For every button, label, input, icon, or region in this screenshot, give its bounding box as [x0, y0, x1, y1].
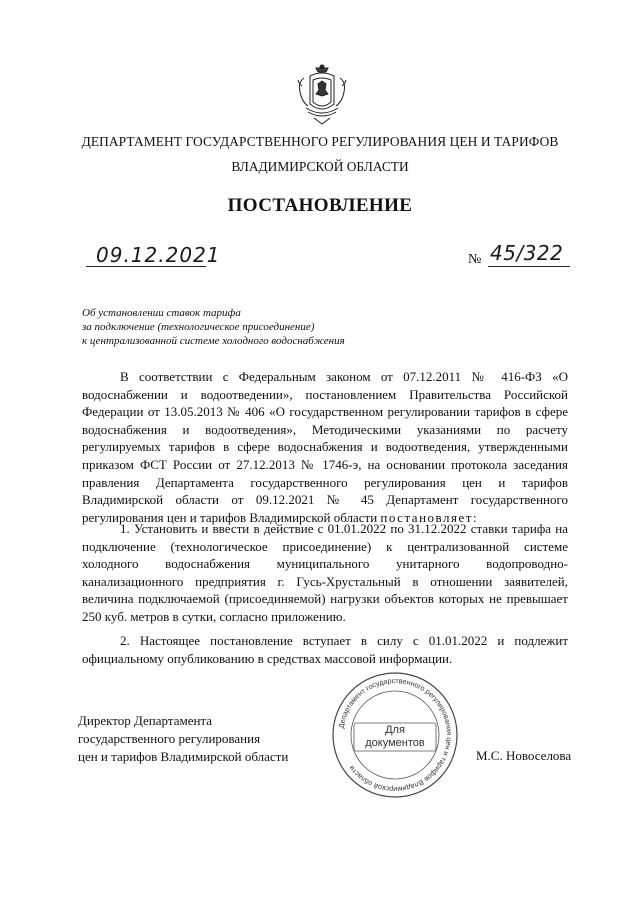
organization-name-line1: ДЕПАРТАМЕНТ ГОСУДАРСТВЕННОГО РЕГУЛИРОВАНИЯ ЦЕН И ТАРИФОВ	[81, 134, 559, 149]
subject-line-1: Об установлении ставок тарифа	[82, 307, 241, 319]
stamp-ring-text: Департамент государственного регулирования цен и тарифов Владимирской области	[336, 675, 455, 795]
stamp-center-line2: документов	[365, 737, 425, 749]
stamp-center-text	[352, 724, 438, 750]
clause-1-text: 1. Установить и ввести в действие с 01.01.2022 по 31.12.2022 ставки тарифа на подключение (технологическое присоединение) к централизованной системе холодного водоснабжения муниципального унитарного водопроводно-канализационного предприятия г. Гусь-Хрустальный в отношении заявителей, величина подключаемой (присоединяемой) нагрузки объектов которых не превышает 250 куб. метров в сутки, согласно приложению.	[82, 521, 568, 624]
document-number: 45/322	[490, 241, 564, 265]
subject-line-3: к централизованной системе холодного водоснабжения	[82, 335, 345, 347]
document-title: ПОСТАНОВЛЕНИЕ	[227, 195, 413, 216]
signatory-position-line3: цен и тарифов Владимирской области	[78, 749, 289, 764]
clause-1-paragraph	[82, 520, 568, 626]
preamble-paragraph	[82, 368, 568, 526]
preamble-text: В соответствии с Федеральным законом от 07.12.2011 № 416-ФЗ «О водоснабжении и водоотведении», постановлением Правительства Российской Федерации от 13.05.2013 № 406 «О государственном регулировании тарифов в сфере водоснабжения и водоотведения», Методическими указаниями по расчету регулируемых тарифов в сфере водоснабжения и водоотведения, утвержденными приказом ФСТ России от 27.12.2013 № 1746-э, на основании протокола заседания правления Департамента государственного регулирования цен и тарифов Владимирской области от 09.12.2021 № 45 Департамент государственного регулирования цен и тарифов Владимирской области	[82, 369, 568, 525]
clause-2-paragraph	[82, 632, 568, 667]
document-date: 09.12.2021	[96, 243, 221, 267]
number-underline	[488, 266, 570, 267]
signatory-position-line1: Директор Департамента	[78, 713, 213, 728]
signatory-position-line2: государственного регулирования	[78, 731, 261, 746]
coat-of-arms-icon	[296, 64, 348, 130]
stamp-center-line1: Для	[385, 724, 405, 736]
subject-line-2: за подключение (технологическое присоединение)	[82, 321, 315, 333]
resolution-keyword: постановляет:	[380, 509, 479, 525]
signatory-name: М.С. Новоселова	[476, 748, 572, 763]
date-underline	[86, 266, 206, 267]
organization-name-line2: ВЛАДИМИРСКОЙ ОБЛАСТИ	[231, 159, 409, 174]
number-sign: №	[468, 252, 482, 267]
clause-2-text: 2. Настоящее постановление вступает в силу с 01.01.2022 и подлежит официальному опубликованию в средствах массовой информации.	[82, 633, 568, 666]
